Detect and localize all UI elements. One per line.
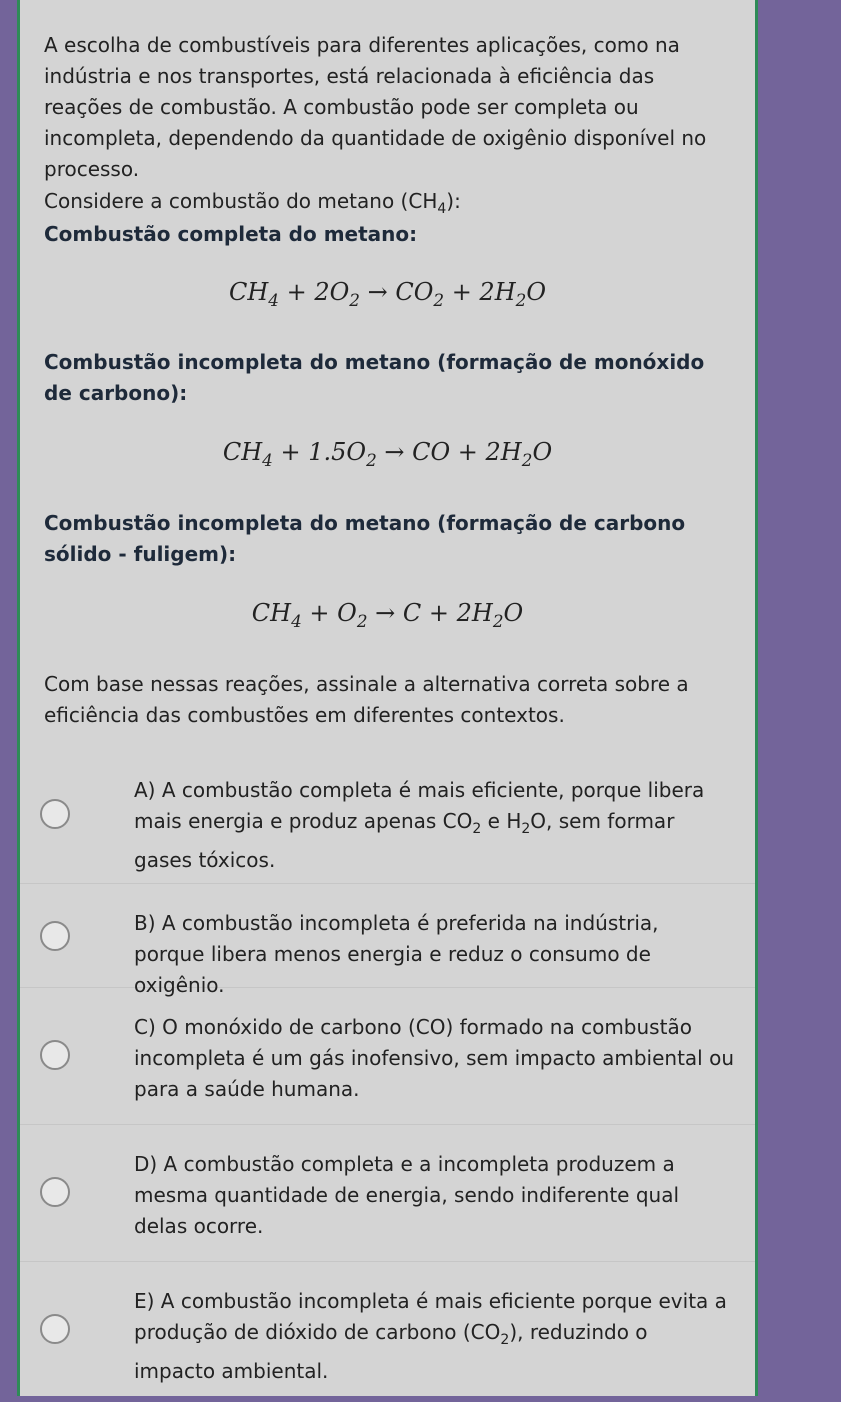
radio-a-icon[interactable]	[40, 799, 70, 829]
radio-b-icon[interactable]	[40, 921, 70, 951]
section-heading-incomplete-co: Combustão incompleta do metano (formação de monóxido de carbono):	[44, 350, 705, 405]
consider-text: Considere a combustão do metano $(CH_4)$:	[44, 189, 461, 217]
radio-d-icon[interactable]	[40, 1177, 70, 1207]
option-e[interactable]	[20, 1262, 755, 1402]
intro-paragraph: A escolha de combustíveis para diferentes aplicações, como na indústria e nos transportes, está relacionada à eficiência das reações de combustão. A combustão pode ser completa ou incompleta, dependendo da quantidade de oxigênio disponível no processo.	[44, 33, 707, 181]
option-b[interactable]	[20, 884, 755, 997]
question-card	[17, 0, 758, 1396]
option-c-text: C) O monóxido de carbono (CO) formado na combustão incompleta é um gás inofensivo, sem impacto ambiental ou para a saúde humana.	[134, 1015, 734, 1101]
option-a-text: A) A combustão completa é mais eficiente, porque libera mais energia e produz apenas $CO_2$ e $H_2O$, sem formar gases tóxicos.	[134, 778, 705, 872]
equation-complete: $CH_4 + 2O_2 \to CO_2 + 2H_2O$	[228, 278, 547, 310]
question-text: Com base nessas reações, assinale a alternativa correta sobre a eficiência das combustões em diferentes contextos.	[44, 672, 689, 727]
option-e-text: E) A combustão incompleta é mais eficiente porque evita a produção de dióxido de carbono $(CO_2)$, reduzindo o impacto ambiental.	[134, 1289, 727, 1383]
equation-incomplete-soot: $CH_4 + O_2 \to C + 2H_2O$	[251, 599, 524, 631]
option-b-text: B) A combustão incompleta é preferida na indústria, porque libera menos energia e reduz o consumo de oxigênio.	[134, 911, 659, 997]
option-c[interactable]	[20, 988, 755, 1125]
radio-e-icon[interactable]	[40, 1314, 70, 1344]
radio-c-icon[interactable]	[40, 1040, 70, 1070]
section-heading-incomplete-soot: Combustão incompleta do metano (formação de carbono sólido - fuligem):	[44, 511, 686, 566]
option-d[interactable]	[20, 1125, 755, 1262]
section-heading-complete: Combustão completa do metano:	[44, 222, 418, 246]
option-a[interactable]	[20, 760, 755, 884]
option-d-text: D) A combustão completa e a incompleta produzem a mesma quantidade de energia, sendo indiferente qual delas ocorre.	[134, 1152, 680, 1238]
equation-incomplete-co: $CH_4 + 1.5O_2$ → CO + $2H_2O$	[222, 438, 553, 470]
